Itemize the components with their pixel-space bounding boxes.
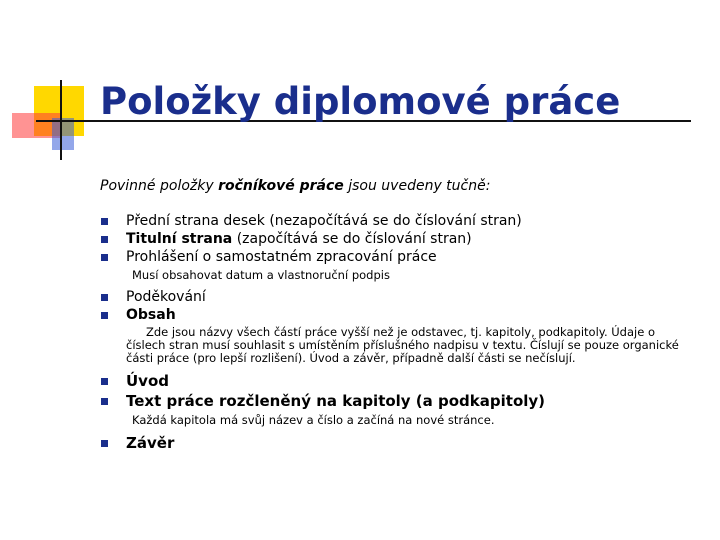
square-bullet-icon (101, 236, 108, 243)
square-bullet-icon (101, 294, 108, 301)
square-bullet-icon (101, 312, 108, 319)
intro-prefix: Povinné položky (100, 178, 219, 194)
square-bullet-icon (101, 218, 108, 225)
item-bold: Úvod (126, 372, 170, 390)
sub-note: Každá kapitola má svůj název a číslo a začíná na nové stránce. (132, 413, 495, 427)
item-bold: Text práce rozčleněný na kapitoly (a podkapitoly) (126, 392, 546, 410)
sub-note: Musí obsahovat datum a vlastnoruční podpis (132, 268, 390, 282)
intro-bold: ročníkové práce (218, 178, 344, 194)
list-item (100, 371, 700, 391)
list-item (100, 212, 700, 230)
square-bullet-icon (101, 254, 108, 261)
list-item (100, 248, 700, 266)
intro-suffix: jsou uvedeny tučně: (343, 178, 491, 194)
square-bullet-icon (101, 398, 108, 405)
item-bold: Titulní strana (126, 231, 233, 247)
square-bullet-icon (101, 378, 108, 385)
item-text: (započítává se do číslování stran) (232, 231, 472, 247)
sub-note: Zde jsou názvy všech částí práce vyšší než je odstavec, tj. kapitoly, podkapitoly. Údaje o číslech stran musí souhlasit s umístěním příslušného nadpisu v textu. Číslují se pouze organické části práce (pro lepší rozlišení). Úvod a závěr, případně další části se nečíslují. (126, 325, 679, 365)
item-bold: Obsah (126, 307, 176, 323)
list-item (100, 433, 700, 453)
list-item (100, 306, 700, 324)
list-item (100, 288, 700, 306)
intro-text (100, 178, 700, 194)
slide-content (100, 178, 700, 453)
item-bold: Závěr (126, 434, 175, 452)
list-item (100, 230, 700, 248)
slide-title: Položky diplomové práce (100, 80, 621, 123)
square-bullet-icon (101, 440, 108, 447)
list-item (100, 391, 700, 411)
decorative-blue-square (52, 118, 74, 150)
item-text: Poděkování (126, 289, 206, 305)
item-text: Prohlášení o samostatném zpracování práce (126, 249, 437, 265)
item-text: Přední strana desek (nezapočítává se do číslování stran) (126, 213, 522, 229)
